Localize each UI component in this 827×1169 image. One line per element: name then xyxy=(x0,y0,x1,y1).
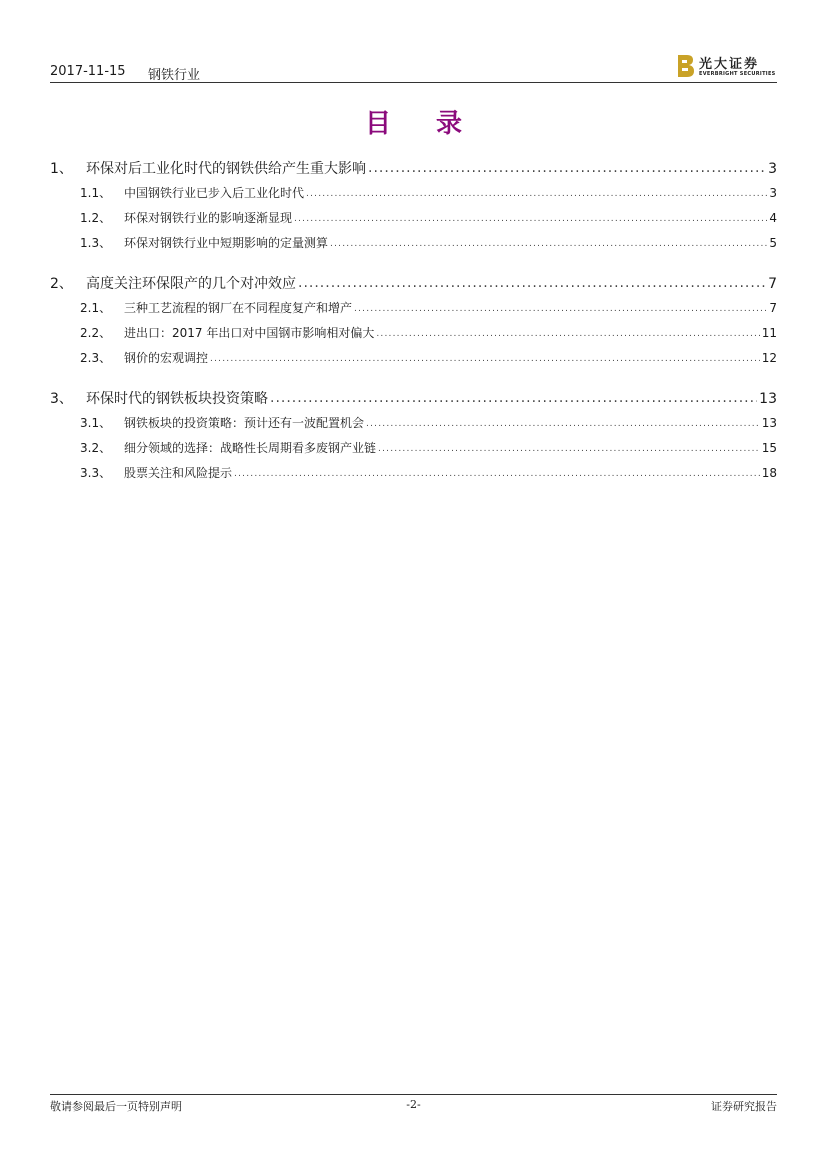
toc-entry-text: 环保对钢铁行业的影响逐渐显现 xyxy=(124,211,293,225)
toc-entry-number: 1、 xyxy=(50,161,73,177)
toc-entry-2-3[interactable] xyxy=(50,349,777,374)
page-header xyxy=(50,58,777,82)
toc-entry-text: 细分领域的选择：战略性长周期看多废钢产业链 xyxy=(124,441,377,455)
toc-entry-page: 5 xyxy=(769,236,777,250)
toc-entry-text: 钢铁板块的投资策略：预计还有一波配置机会 xyxy=(124,416,365,430)
toc-entry-text: 股票关注和风险提示 xyxy=(124,466,233,480)
toc-entry-page: 7 xyxy=(768,276,777,292)
company-logo xyxy=(677,52,777,82)
toc-entry-number: 3.3、 xyxy=(80,466,112,480)
toc-entry-3-1[interactable] xyxy=(50,414,777,439)
toc-entry-page: 18 xyxy=(761,466,777,480)
toc-leader-dots xyxy=(234,465,760,479)
toc-entry-number: 3.2、 xyxy=(80,441,112,455)
toc-entry-text: 进出口：2017 年出口对中国钢市影响相对偏大 xyxy=(124,326,375,340)
toc-leader-dots xyxy=(378,440,760,454)
toc-entry-text: 三种工艺流程的钢厂在不同程度复产和增产 xyxy=(124,301,353,315)
toc-leader-dots xyxy=(298,275,766,291)
toc-entry-number: 3.1、 xyxy=(80,416,112,430)
toc-entry-page: 11 xyxy=(761,326,777,340)
toc-entry-text: 钢价的宏观调控 xyxy=(124,351,209,365)
toc-leader-dots xyxy=(376,325,759,339)
toc-entry-number: 1.3、 xyxy=(80,236,112,250)
toc-entry-page: 3 xyxy=(769,186,777,200)
toc-entry-1-2[interactable] xyxy=(50,209,777,234)
toc-entry-number: 1.2、 xyxy=(80,211,112,225)
toc-entry-number: 2、 xyxy=(50,276,73,292)
toc-entry-2-1[interactable] xyxy=(50,299,777,324)
toc-entry-text: 环保对后工业化时代的钢铁供给产生重大影响 xyxy=(86,161,366,177)
toc-entry-3-2[interactable] xyxy=(50,439,777,464)
toc-entry-text: 高度关注环保限产的几个对冲效应 xyxy=(86,276,296,292)
toc-entry-text: 中国钢铁行业已步入后工业化时代 xyxy=(124,186,305,200)
footer-report-type: 证券研究报告 xyxy=(711,1100,777,1113)
toc-entry-text: 环保时代的钢铁板块投资策略 xyxy=(86,391,268,407)
everbright-logo-icon xyxy=(677,54,695,78)
logo-text-cn: 光大证券 xyxy=(699,57,760,72)
toc-leader-dots xyxy=(354,300,767,314)
toc-entry-2-2[interactable] xyxy=(50,324,777,349)
report-date: 2017-11-15 xyxy=(50,64,126,79)
toc-leader-dots xyxy=(306,185,767,199)
toc-leader-dots xyxy=(366,415,760,429)
footer-page-number: -2- xyxy=(406,1098,421,1111)
toc-entry-number: 2.1、 xyxy=(80,301,112,315)
toc-entry-1[interactable] xyxy=(50,158,777,178)
table-of-contents xyxy=(50,158,777,489)
toc-entry-page: 4 xyxy=(769,211,777,225)
industry-label: 钢铁行业 xyxy=(148,68,201,83)
toc-entry-3[interactable] xyxy=(50,388,777,408)
toc-entry-number: 2.2、 xyxy=(80,326,112,340)
toc-entry-1-1[interactable] xyxy=(50,184,777,209)
logo-text-en: EVERBRIGHT SECURITIES xyxy=(699,71,776,77)
toc-leader-dots xyxy=(210,350,760,364)
toc-entry-2[interactable] xyxy=(50,273,777,293)
footer-disclaimer: 敬请参阅最后一页特别声明 xyxy=(50,1100,182,1113)
toc-entry-page: 3 xyxy=(768,161,777,177)
toc-entry-page: 12 xyxy=(761,351,777,365)
toc-entry-page: 13 xyxy=(761,416,777,430)
toc-leader-dots xyxy=(294,210,767,224)
toc-entry-number: 3、 xyxy=(50,391,73,407)
toc-leader-dots xyxy=(270,390,757,406)
toc-entry-3-3[interactable] xyxy=(50,464,777,489)
toc-entry-page: 15 xyxy=(761,441,777,455)
toc-entry-page: 13 xyxy=(759,391,777,407)
toc-entry-page: 7 xyxy=(769,301,777,315)
toc-title: 目 录 xyxy=(364,109,481,139)
toc-entry-text: 环保对钢铁行业中短期影响的定量测算 xyxy=(124,236,329,250)
toc-entry-number: 2.3、 xyxy=(80,351,112,365)
header-divider xyxy=(50,82,777,83)
toc-entry-number: 1.1、 xyxy=(80,186,112,200)
toc-leader-dots xyxy=(368,160,766,176)
toc-entry-1-3[interactable] xyxy=(50,234,777,259)
toc-leader-dots xyxy=(330,235,767,249)
footer-divider xyxy=(50,1094,777,1095)
